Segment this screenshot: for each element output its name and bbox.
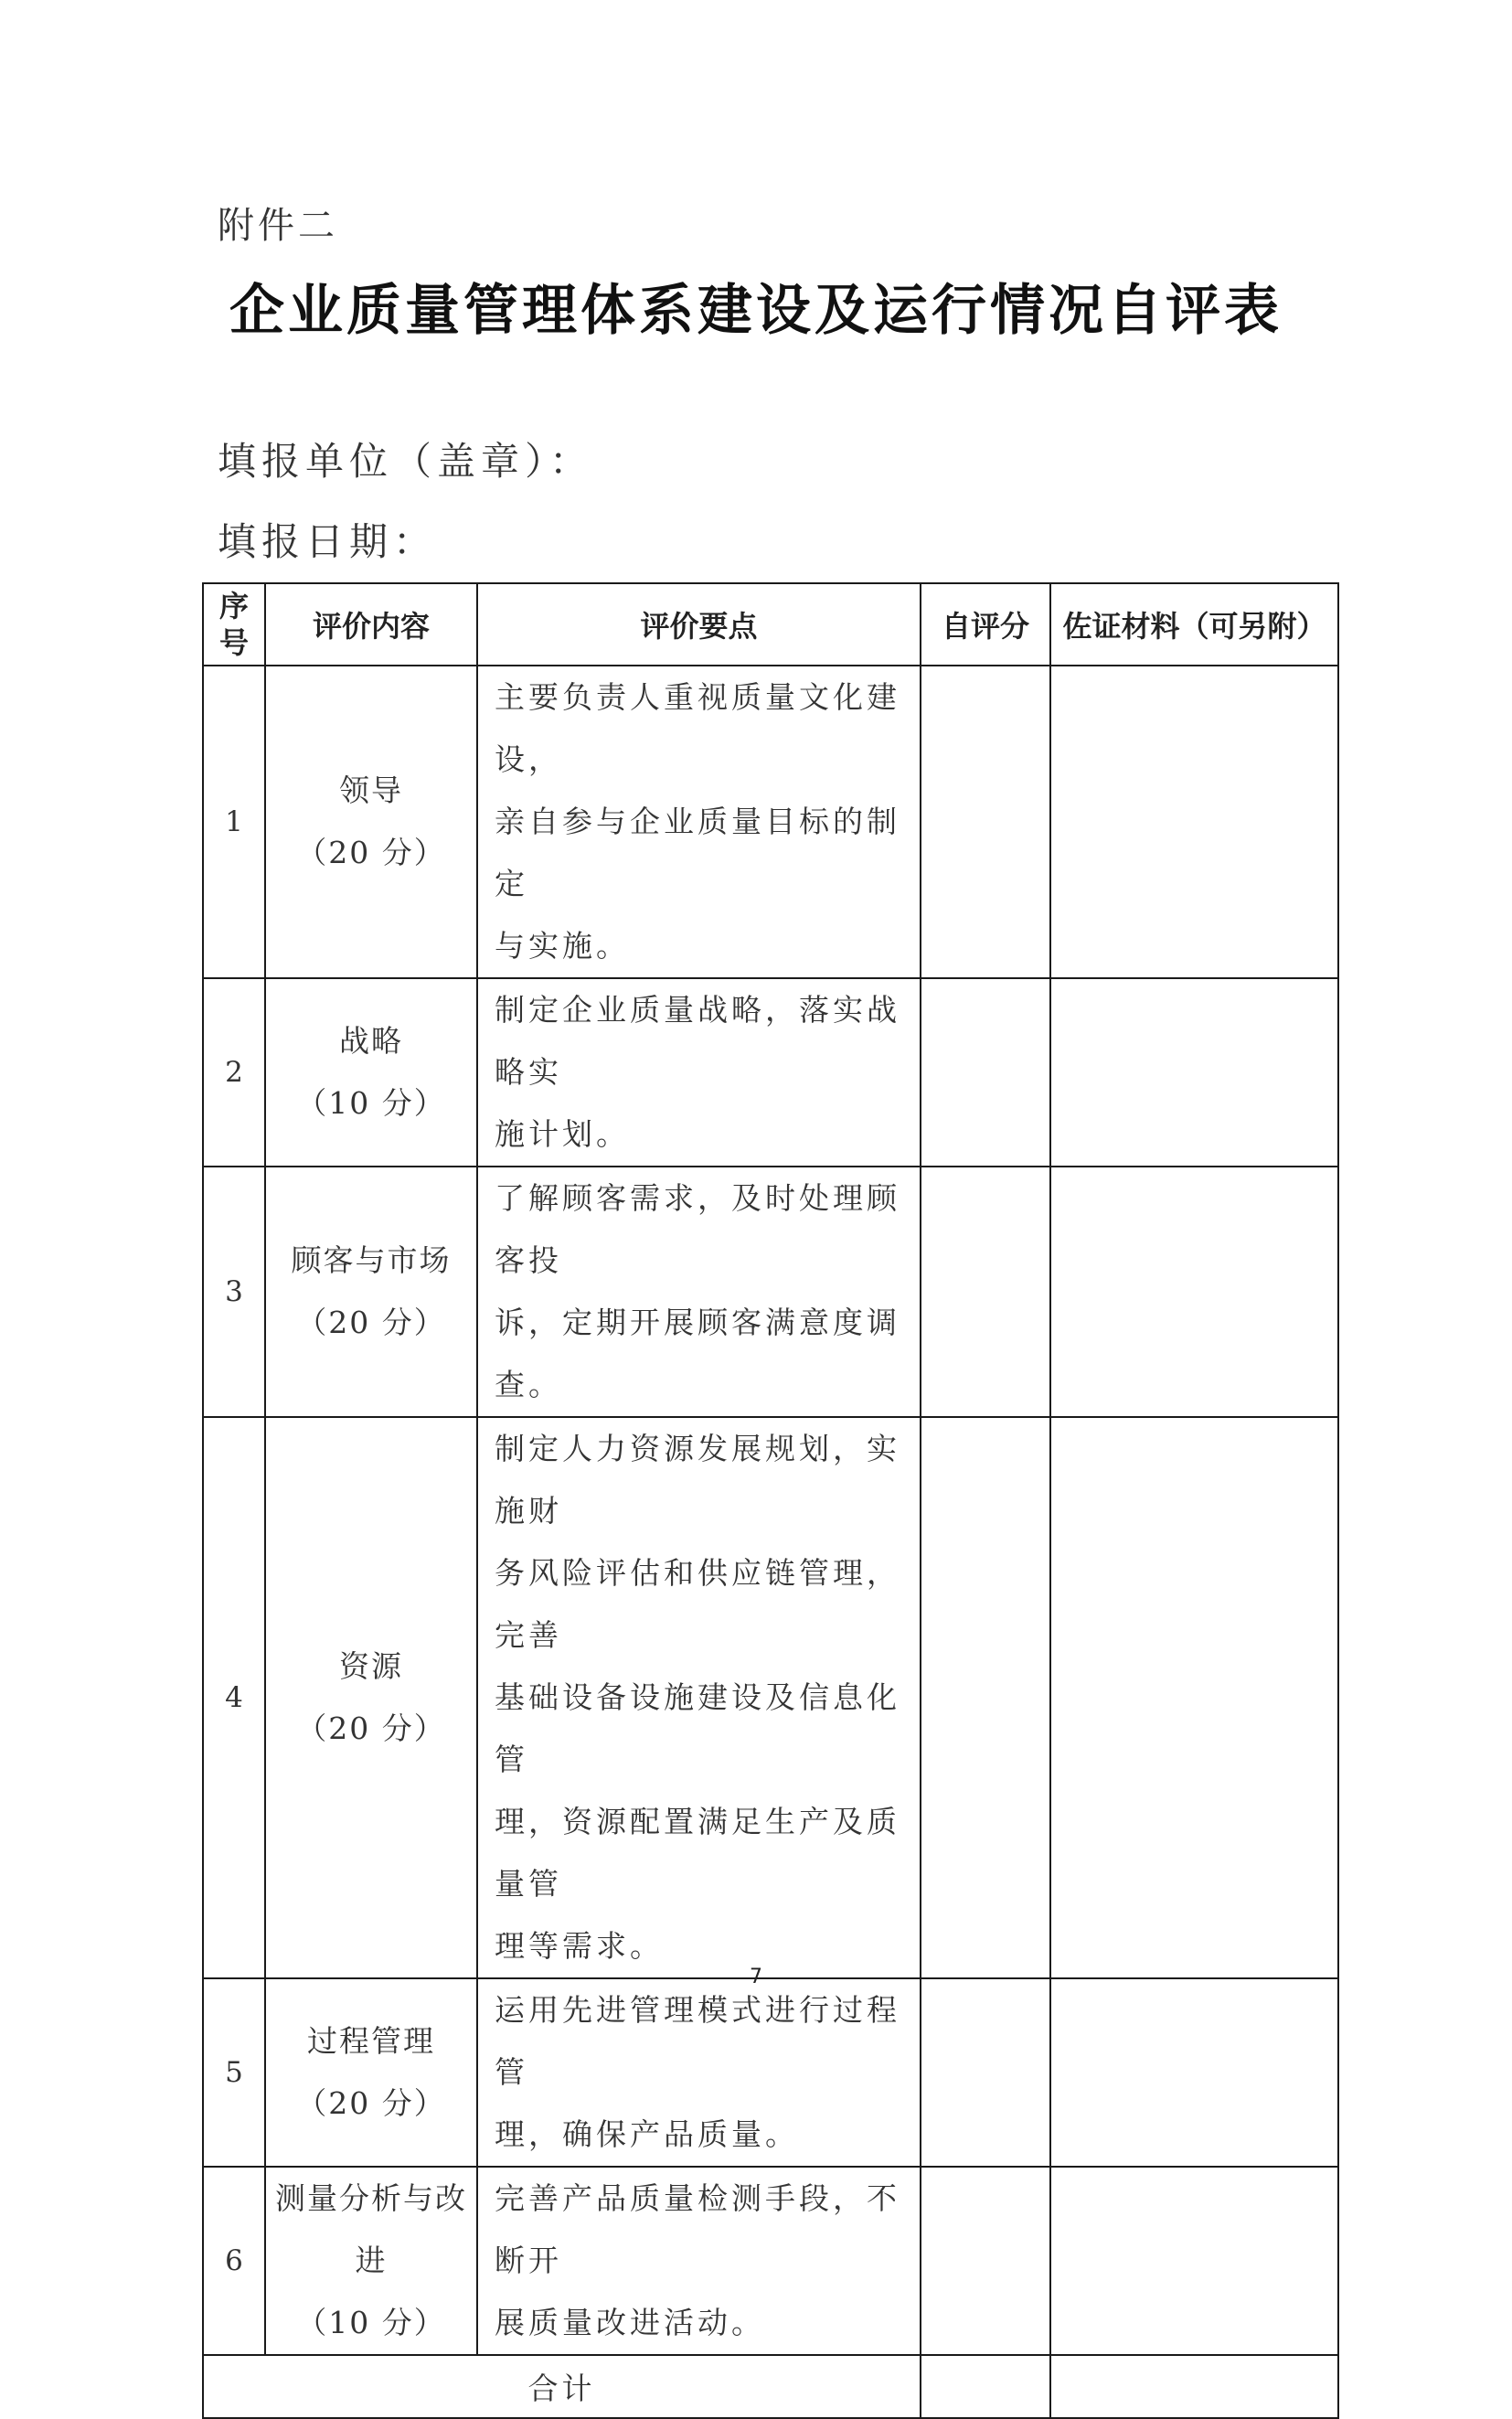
- total-row: [203, 2355, 1338, 2418]
- header-self-score: 自评分: [921, 583, 1050, 666]
- row-number: 3: [203, 1167, 265, 1417]
- self-score-cell[interactable]: [921, 1167, 1050, 1417]
- evidence-cell[interactable]: [1050, 2167, 1338, 2355]
- row-category: 战略 （10 分）: [265, 978, 477, 1167]
- row-category: 顾客与市场 （20 分）: [265, 1167, 477, 1417]
- evidence-cell[interactable]: [1050, 978, 1338, 1167]
- table-header-row: [203, 583, 1338, 666]
- row-category: 过程管理 （20 分）: [265, 1978, 477, 2167]
- row-number: 6: [203, 2167, 265, 2355]
- attachment-label: 附件二: [218, 205, 338, 247]
- evidence-cell[interactable]: [1050, 1417, 1338, 1978]
- evidence-cell[interactable]: [1050, 1978, 1338, 2167]
- document-title: 企业质量管理体系建设及运行情况自评表: [229, 279, 1283, 343]
- reporting-unit-label: 填报单位（盖章）：: [218, 439, 594, 484]
- table-row: [203, 1417, 1338, 1978]
- row-evaluation-points: 主要负责人重视质量文化建设， 亲自参与企业质量目标的制定 与实施。: [477, 666, 921, 978]
- row-number: 1: [203, 666, 265, 978]
- row-evaluation-points: 制定企业质量战略，落实战略实 施计划。: [477, 978, 921, 1167]
- evidence-cell[interactable]: [1050, 666, 1338, 978]
- self-score-cell[interactable]: [921, 2167, 1050, 2355]
- row-evaluation-points: 了解顾客需求，及时处理顾客投 诉，定期开展顾客满意度调查。: [477, 1167, 921, 1417]
- row-number: 4: [203, 1417, 265, 1978]
- row-evaluation-points: 制定人力资源发展规划，实施财 务风险评估和供应链管理，完善 基础设备设施建设及信息化管 理，资源配置满足生产及质量管 理等需求。: [477, 1417, 921, 1978]
- header-points: 评价要点: [477, 583, 921, 666]
- self-score-cell[interactable]: [921, 666, 1050, 978]
- table-row: [203, 1167, 1338, 1417]
- self-score-cell[interactable]: [921, 1417, 1050, 1978]
- self-score-cell[interactable]: [921, 978, 1050, 1167]
- row-category: 资源 （20 分）: [265, 1417, 477, 1978]
- page-number: 7: [750, 1966, 762, 1988]
- header-evidence: 佐证材料（可另附）: [1050, 583, 1338, 666]
- row-number: 2: [203, 978, 265, 1167]
- header-content: 评价内容: [265, 583, 477, 666]
- table-row: [203, 2167, 1338, 2355]
- self-evaluation-table: [202, 582, 1339, 2419]
- row-evaluation-points: 完善产品质量检测手段，不断开 展质量改进活动。: [477, 2167, 921, 2355]
- table-row: [203, 978, 1338, 1167]
- self-score-cell[interactable]: [921, 1978, 1050, 2167]
- row-evaluation-points: 运用先进管理模式进行过程管 理，确保产品质量。: [477, 1978, 921, 2167]
- reporting-date-label: 填报日期：: [218, 519, 438, 564]
- row-category: 测量分析与改 进 （10 分）: [265, 2167, 477, 2355]
- total-evidence-cell[interactable]: [1050, 2355, 1338, 2418]
- table-row: [203, 666, 1338, 978]
- total-label: 合计: [203, 2355, 921, 2418]
- header-seq: 序 号: [203, 583, 265, 666]
- total-self-score-cell[interactable]: [921, 2355, 1050, 2418]
- evidence-cell[interactable]: [1050, 1167, 1338, 1417]
- row-number: 5: [203, 1978, 265, 2167]
- table-row: [203, 1978, 1338, 2167]
- row-category: 领导 （20 分）: [265, 666, 477, 978]
